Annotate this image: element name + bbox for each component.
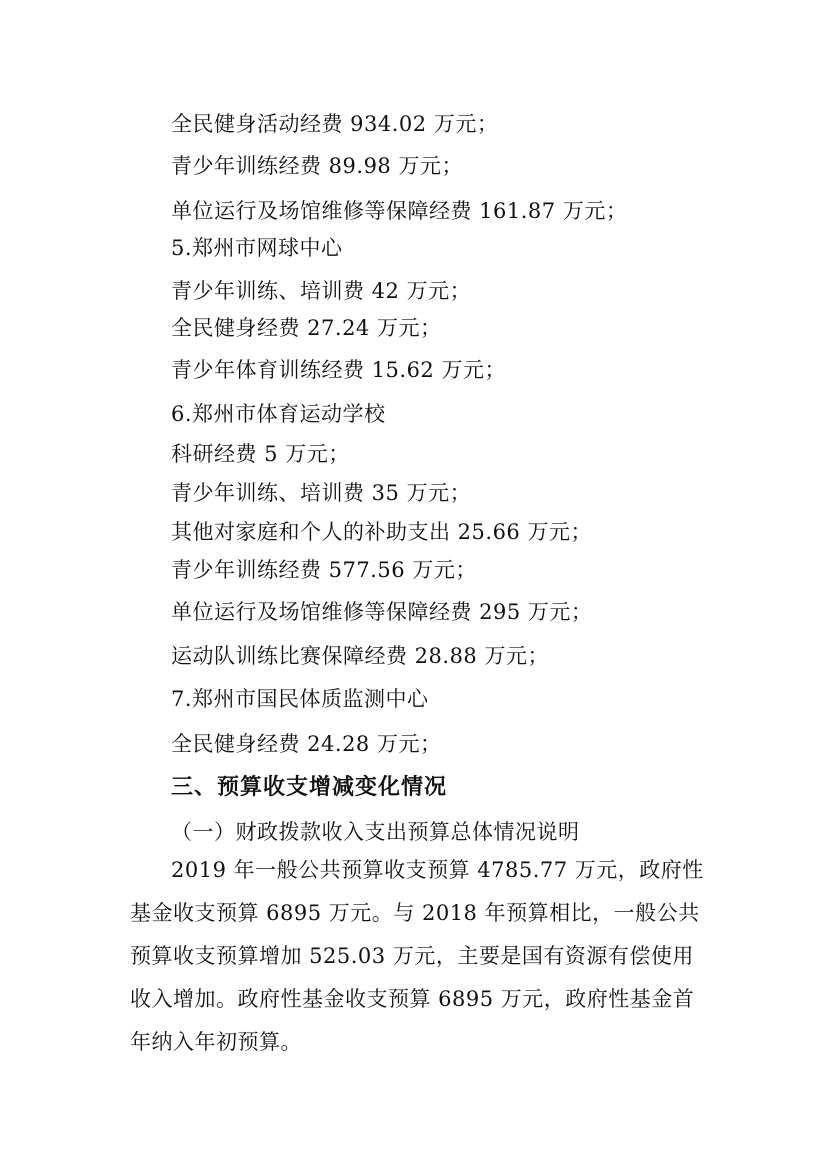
budget-line: 单位运行及场馆维修等保障经费 295 万元； bbox=[171, 600, 593, 624]
paragraph-line: 预算收支预算增加 525.03 万元，主要是国有资源有偿使用 bbox=[130, 944, 694, 968]
budget-line: 青少年训练、培训费 35 万元； bbox=[171, 481, 472, 505]
budget-line: 其他对家庭和个人的补助支出 25.66 万元； bbox=[171, 520, 592, 544]
paragraph-line: 年纳入年初预算。 bbox=[130, 1030, 302, 1054]
budget-line: 青少年体育训练经费 15.62 万元； bbox=[171, 358, 506, 382]
section-title: 三、预算收支增减变化情况 bbox=[171, 775, 448, 800]
budget-line: 科研经费 5 万元； bbox=[171, 442, 350, 466]
budget-line: 全民健身经费 24.28 万元； bbox=[171, 732, 442, 756]
budget-line: 单位运行及场馆维修等保障经费 161.87 万元； bbox=[171, 199, 628, 223]
paragraph-line: 基金收支预算 6895 万元。与 2018 年预算相比，一般公共 bbox=[130, 901, 700, 925]
budget-line: 运动队训练比赛保障经费 28.88 万元； bbox=[171, 644, 549, 668]
paragraph-line: 2019 年一般公共预算收支预算 4785.77 万元，政府性 bbox=[171, 858, 704, 882]
budget-line: 青少年训练、培训费 42 万元； bbox=[171, 279, 472, 303]
unit-heading: 5.郑州市网球中心 bbox=[171, 236, 343, 260]
budget-line: 青少年训练经费 577.56 万元； bbox=[171, 558, 477, 582]
budget-line: 全民健身活动经费 934.02 万元； bbox=[171, 112, 499, 136]
subsection-title: （一）财政拨款收入支出预算总体情况说明 bbox=[171, 820, 580, 844]
paragraph-line: 收入增加。政府性基金收支预算 6895 万元，政府性基金首 bbox=[130, 987, 695, 1011]
unit-heading: 6.郑州市体育运动学校 bbox=[171, 402, 386, 426]
unit-heading: 7.郑州市国民体质监测中心 bbox=[171, 687, 429, 711]
budget-line: 全民健身经费 27.24 万元； bbox=[171, 316, 442, 340]
budget-line: 青少年训练经费 89.98 万元； bbox=[171, 154, 463, 178]
